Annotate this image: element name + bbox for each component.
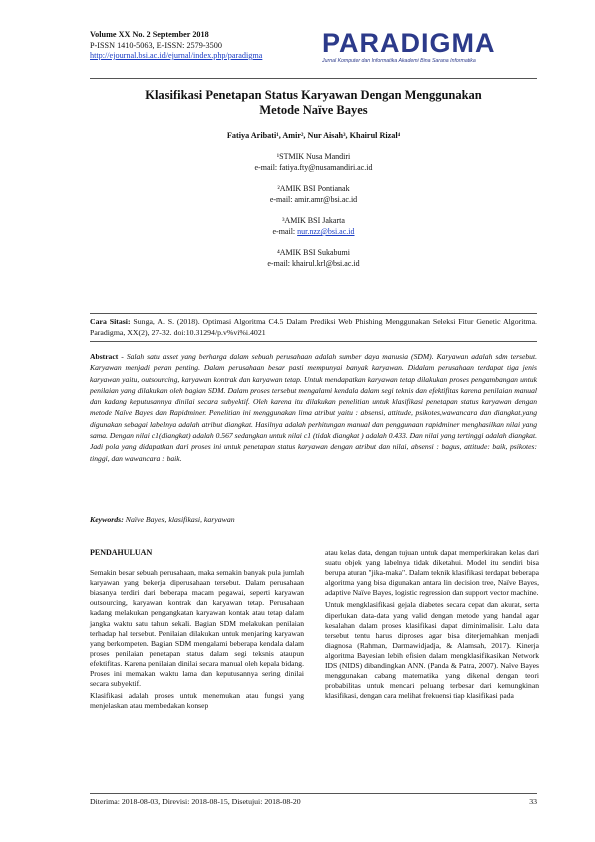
affiliation-2 (90, 183, 537, 205)
email-link[interactable]: nur.nzz@bsi.ac.id (297, 227, 355, 236)
keywords-label: Keywords: (90, 515, 124, 524)
abstract-label: Abstract (90, 352, 119, 361)
paragraph: atau kelas data, dengan tujuan untuk dapat memperkirakan kelas dari suatu objek yang labelnya tidak diketahui. Model itu sendiri bisa berupa aturan "jika-maka". Dalam teknik klasifikasi terdapat beberapa algoritma yang bisa digunakan antara lin decision tree, Naïve Bayes, adaptive Naïve Bayes, logistic regression dan support vector machine. (325, 548, 539, 598)
logo-wordmark: PARADIGMA (322, 28, 496, 58)
affiliation-3 (90, 215, 537, 237)
paragraph: Klasifikasi adalah proses untuk menemukan atau fungsi yang menjelaskan atau membedakan konsep (90, 691, 304, 711)
affiliation-name: ³AMIK BSI Jakarta (282, 216, 345, 225)
page-footer (90, 797, 537, 806)
affiliation-email (90, 226, 537, 237)
keywords-block (90, 515, 537, 524)
affiliation-list (90, 151, 537, 279)
citation-bottom-divider (90, 341, 537, 342)
affiliation-name: ¹STMIK Nusa Mandiri (276, 152, 351, 161)
affiliation-4 (90, 247, 537, 269)
abstract-text: - Salah satu asset yang berharga dalam sebuah perusahaan adalah sumber daya manusia (SDM). Karyawan adalah sdm tersebut. Karyawan menjadi peran penting. Dalam perusahaan besar pasti mempunyai banyak karyawan. Didalam perusahaan terdapat tiga jenis karyawan yaitu, outsourcing, karyawan kontrak dan karyawan tetap. Untuk mendapatkan karyawan tetap dilakukan proses pengambangan untuk penilaian yang dilakukan oleh bagian SDM. Dalam proses tersebut mengalami kendala dalam segi teknis dan efektifitas karena penilaian manual dan kadang keputusannya dinilai secara subyektif. Oleh karena itu dilakukan penelitian untuk klasifikasi penetapan status karyawan dengan metode Naïve Bayes dan Rapidminer. Penelitian ini menggunakan lima atribut yaitu : absensi, attitude, psikotes,wawancara dan diangkat.yang digunakan sebagai labelnya adalah atribut diangkat. Hasilnya adalah perhitungan manual dan penggunaan rapidminer menghasilkan nilai yang sama. Dengan nilai c1(diangkat) adalah 0.567 sedangkan untuk nilai c1 (tidak diangkat ) adalah 0.433. Dan nilai yang tertinggi adalah diangkat. Jadi pola yang didapatkan dari proses ini untuk penetapan status karyawan dengan atribut dan nilai, absensi : bagus, attitude: baik, psikotes: tinggi, dan wawancara : baik. (90, 352, 537, 463)
issn-label: P-ISSN 1410-5063, E-ISSN: 2579-3500 (90, 40, 222, 50)
paragraph: Untuk mengklasifikasi gejala diabetes secara cepat dan akurat, serta diperlukan data-data yang valid dengan metode yang handal agar kesalahan dalam proses klasifikasi dapat diminimalisir. Lalu data tersebut tentu harus diproses agar bisa diterjemahkan menjadi diagnosa (Rahman, Darmawidjadja, & Alamsah, 2017). Kinerja algoritma Bayesian lebih efisien dalam mengklasifikasikan Network IDS (NIDS) dibandingkan ANN. (Panda & Patra, 2007). Naïve Bayes menggunakan cabang matematika yang dikenal dengan teori probabilitas untuk mencari peluang terbesar dari kemungkinan klasifikasi, dengan cara melihat frekuensi tiap klasifikasi pada (325, 600, 539, 701)
right-column (325, 548, 539, 703)
section-heading: PENDAHULUAN (90, 548, 153, 557)
title-line-2: Metode Naïve Bayes (259, 103, 368, 117)
header-divider (90, 78, 537, 79)
paper-title (90, 88, 537, 118)
journal-info (90, 30, 262, 62)
affiliation-name: ⁴AMIK BSI Sukabumi (276, 248, 350, 257)
submission-dates: Diterima: 2018-08-03, Direvisi: 2018-08-15, Disetujui: 2018-08-20 (90, 797, 301, 806)
affiliation-email: e-mail: amir.amr@bsi.ac.id (269, 195, 358, 204)
paragraph: Semakin besar sebuah perusahaan, maka semakin banyak pula jumlah karyawan yang bekerja diperusahaan tersebut. Dalam perusahaan biasanya terdiri dari beberapa macam pegawai, seperti karyawan outsourcing, karyawan kontrak dan karyawan tetap. Perusahaan kadang melakukan pengangkatan karyawan kontak atau tetap dalam jangka waktu satu tahun sekali. Bagian SDM melakukan penilaian terhadap hal tersebut. Penilaian dilakukan untuk menjaring karyawan yang berkompeten. Bagian SDM mengalami beberapa kendala dalam proses penilaian penetapan status dalam segi teksnis ataupun efektifitas. Karena penilaian dinilai secara manual oleh kepala bidang. Proses ini memakan waktu lama dan keputusannya sering dinilai secara subyektif. (90, 568, 304, 689)
logo-subtitle: Jurnal Komputer dan Informatika Akademi Bina Sarana Informatika (322, 58, 476, 64)
citation-text: Sunga, A. S. (2018). Optimasi Algoritma C4.5 Dalam Prediksi Web Phishing Menggunakan Seleksi Fitur Genetic Algoritma. Paradigma, XX(2), 27-32. doi:10.31294/p.v%vi%i.4021 (90, 317, 537, 337)
affiliation-1 (90, 151, 537, 173)
citation-label: Cara Sitasi: (90, 317, 131, 326)
footer-divider (90, 793, 537, 794)
keywords-text: Naïve Bayes, klasifikasi, karyawan (123, 515, 235, 524)
citation-top-divider (90, 313, 537, 314)
abstract-block (90, 351, 537, 464)
author-list: Fatiya Aribati¹, Amir², Nur Aisah³, Khairul Rizal⁴ (226, 131, 401, 140)
left-column (90, 548, 304, 713)
journal-logo (322, 30, 537, 64)
journal-url-link[interactable]: http://ejournal.bsi.ac.id/ejurnal/index.php/paradigma (90, 51, 263, 60)
affiliation-name: ²AMIK BSI Pontianak (277, 184, 350, 193)
affiliation-email: e-mail: fatiya.fty@nusamandiri.ac.id (254, 163, 373, 172)
email-label: e-mail: (272, 227, 298, 236)
page-header (90, 30, 537, 74)
citation-block (90, 317, 537, 338)
title-line-1: Klasifikasi Penetapan Status Karyawan Dengan Menggunakan (145, 88, 482, 102)
affiliation-email: e-mail: khairul.krl@bsi.ac.id (267, 259, 360, 268)
page-number: 33 (529, 797, 537, 806)
volume-label: Volume XX No. 2 September 2018 (90, 30, 209, 39)
